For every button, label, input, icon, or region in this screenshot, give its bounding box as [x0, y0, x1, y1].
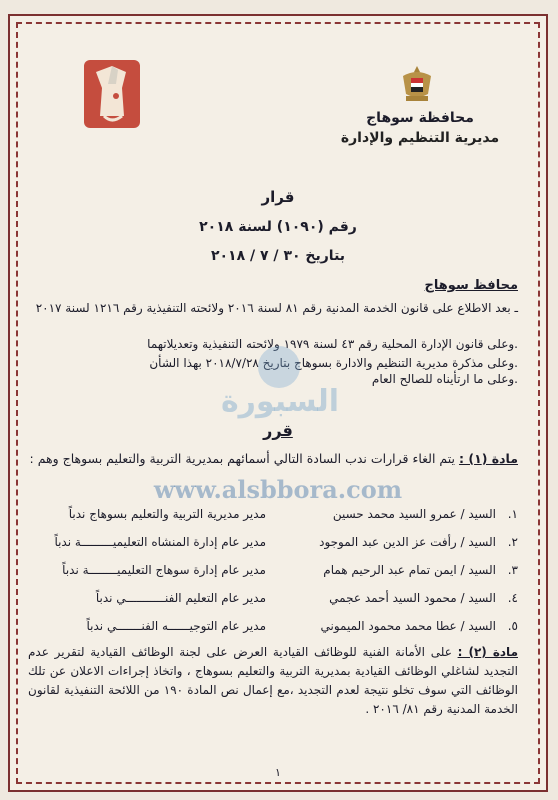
list-item	[28, 528, 518, 556]
list-item-job: مدير عام التوجيــــــه الفنـــــــي ندباً	[86, 618, 266, 633]
document-page	[8, 14, 548, 792]
preamble-paragraph-3: .وعلى مذكرة مديرية التنظيم والادارة بسوهاج بتاريخ ٢٠١٨/٧/٢٨ بهذا الشأن	[149, 356, 518, 370]
decision-title: قرار	[261, 188, 295, 206]
egypt-eagle-icon	[400, 64, 434, 104]
decides-heading: قرر	[263, 421, 293, 440]
watermark-logo-icon	[258, 346, 300, 388]
directorate-name: مديرية التنظيم والإدارة	[340, 130, 500, 146]
article-1-text: يتم الغاء قرارات ندب السادة التالي أسمائهم بمديرية التربية والتعليم بسوهاج وهم :	[29, 451, 459, 466]
list-item-name: السيد / عمرو السيد محمد حسين	[332, 506, 496, 521]
governorate-name: محافظة سوهاج	[366, 110, 474, 126]
preamble-paragraph-2: .وعلى قانون الإدارة المحلية رقم ٤٣ لسنة ١٩٧٩ ولائحته التنفيذية وتعديلاتهما	[147, 337, 518, 351]
article-1	[28, 449, 518, 468]
list-item-number: ١.	[507, 506, 518, 521]
list-item-name: السيد / رأفت عز الدين عبد الموجود	[319, 534, 496, 549]
list-item-number: ٢.	[507, 534, 518, 549]
list-item-number: ٣.	[507, 562, 518, 577]
list-item-number: ٥.	[507, 618, 518, 633]
preamble-paragraph-1: ـ بعد الاطلاع على قانون الخدمة المدنية رقم ٨١ لسنة ٢٠١٦ ولائحته التنفيذية رقم ١٢١٦ لسنة ٢٠١٧	[35, 301, 518, 315]
watermark-arabic: السبورة	[220, 384, 340, 419]
article-2	[28, 643, 518, 719]
list-item-job: مدير مديرية التربية والتعليم بسوهاج ندباً	[68, 506, 266, 521]
list-item	[28, 584, 518, 612]
decision-number: رقم (١٠٩٠) لسنة ٢٠١٨	[199, 219, 357, 235]
article-2-heading: مادة (٢) :	[457, 645, 518, 659]
persons-list	[28, 500, 518, 640]
governor-label: محافظ سوهاج	[424, 278, 518, 293]
list-item	[28, 500, 518, 528]
article-1-heading: مادة (١) :	[458, 451, 518, 466]
list-item-number: ٤.	[507, 590, 518, 605]
preamble-paragraph-4: .وعلى ما ارتأيناه للصالح العام	[371, 372, 518, 386]
list-item-job: مدير عام إدارة المنشاه التعليميـــــــــة ندباً	[54, 534, 266, 549]
page-number: ١	[275, 766, 281, 779]
list-item-name: السيد / ايمن تمام عبد الرحيم همام	[323, 562, 496, 577]
list-item	[28, 556, 518, 584]
list-item-name: السيد / محمود السيد أحمد عجمي	[329, 590, 496, 605]
article-2-text: على الأمانة الفنية للوظائف القيادية العرض على لجنة الوظائف القيادية لتقرير عدم التجديد لشاغلي الوظائف القيادية بمديرية التربية والتعليم بسوهاج ، واتخاذ إجراءات الاعلان عن تلك الوظائف التي سوف تخلو نتيجة لعدم التجديد ،مع إعمال نص المادة ١٩٠ من اللائحة التنفيذية لقانون الخدمة المدنية رقم ٨١/ ٢٠١٦ .	[28, 645, 518, 716]
watermark-url: www.alsbbora.com	[153, 475, 403, 504]
list-item-name: السيد / عطا محمد محمود الميموني	[320, 618, 496, 633]
list-item-job: مدير عام التعليم الفنـــــــــــي ندباً	[95, 590, 266, 605]
decision-date: بتاريخ ٣٠ / ٧ / ٢٠١٨	[210, 248, 346, 264]
list-item-job: مدير عام إدارة سوهاج التعليميــــــــة ندباً	[62, 562, 266, 577]
issuer-block	[320, 108, 520, 148]
sohag-logo-icon	[82, 58, 142, 130]
list-item	[28, 612, 518, 640]
